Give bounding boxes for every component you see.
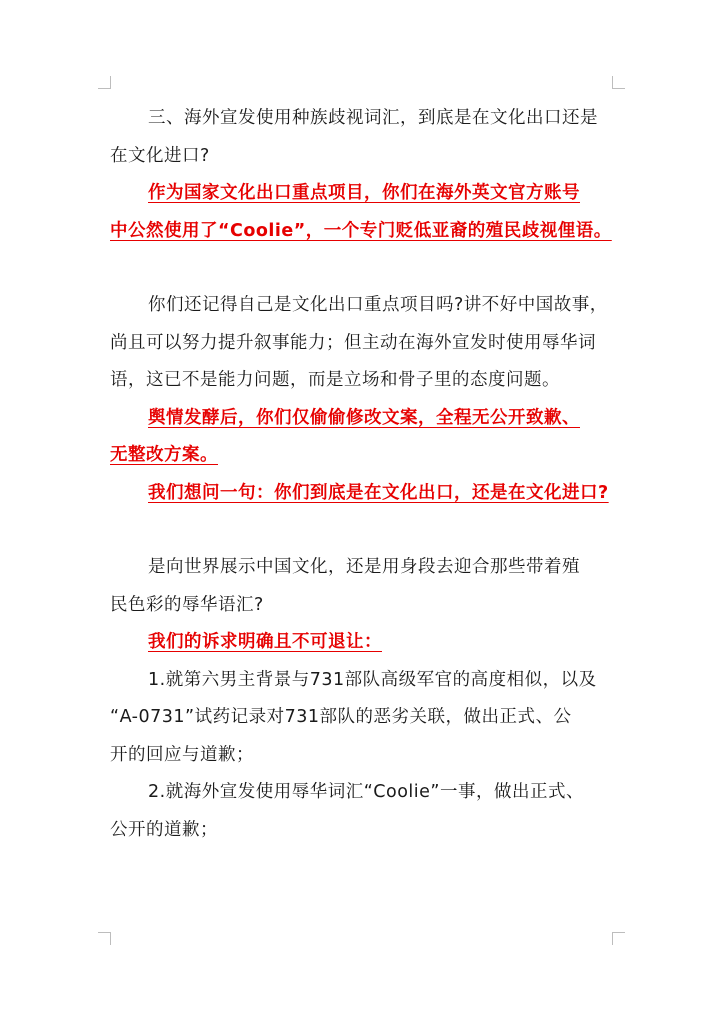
demands-heading: [110, 624, 620, 662]
highlight-question: [110, 475, 620, 513]
highlight-line-2: 无整改方案。: [110, 445, 218, 465]
paragraph-gap: [110, 250, 620, 287]
question-3-line-1: 三、海外宣发使用种族歧视词汇，到底是在文化出口还是: [148, 108, 598, 128]
demand-1-line-2: “A-0731”试药记录对731部队的恶劣关联，做出正式、公: [110, 707, 572, 727]
highlight-line-2: 中公然使用了“Coolie”，一个专门贬低亚裔的殖民歧视俚语。: [110, 220, 612, 241]
demand-1-line-3: 开的回应与道歉；: [110, 744, 254, 765]
demands-heading-text: 我们的诉求明确且不可退让：: [148, 632, 382, 652]
body-line-3: 语，这已不是能力问题，而是立场和骨子里的态度问题。: [110, 370, 560, 390]
body-line-1: 是向世界展示中国文化，还是用身段去迎合那些带着殖: [148, 557, 580, 577]
page-corner-mark-top-right: [612, 76, 625, 89]
highlight-question-text: 我们想问一句：你们到底是在文化出口，还是在文化进口?: [148, 482, 609, 503]
paragraph-gap: [110, 512, 620, 549]
page-corner-mark-top-left: [98, 76, 111, 89]
body-paragraph-question: [110, 549, 620, 624]
demand-1-line-1: 1.就第六男主背景与731部队高级军官的高度相似，以及: [148, 669, 597, 690]
body-line-2: 民色彩的辱华语汇?: [110, 594, 264, 615]
highlight-paragraph-coolie: [110, 175, 620, 250]
question-3-line-2: 在文化进口?: [110, 145, 210, 166]
demand-item-2: [110, 774, 620, 849]
highlight-line-1: 舆情发酵后，你们仅偷偷修改文案，全程无公开致歉、: [148, 407, 580, 428]
body-paragraph-narrative: [110, 287, 620, 400]
demand-2-line-2: 公开的道歉；: [110, 819, 218, 840]
document-body: [110, 100, 620, 849]
page-corner-mark-bottom-left: [98, 932, 111, 945]
demand-item-1: [110, 662, 620, 775]
page-corner-mark-bottom-right: [612, 932, 625, 945]
question-3-heading: [110, 100, 620, 175]
demand-2-line-1: 2.就海外宣发使用辱华词汇“Coolie”一事，做出正式、: [148, 782, 584, 802]
body-line-1: 你们还记得自己是文化出口重点项目吗?讲不好中国故事，: [148, 295, 608, 315]
highlight-paragraph-no-apology: [110, 400, 620, 475]
highlight-line-1: 作为国家文化出口重点项目，你们在海外英文官方账号: [148, 183, 580, 203]
body-line-2: 尚且可以努力提升叙事能力；但主动在海外宣发时使用辱华词: [110, 332, 596, 353]
